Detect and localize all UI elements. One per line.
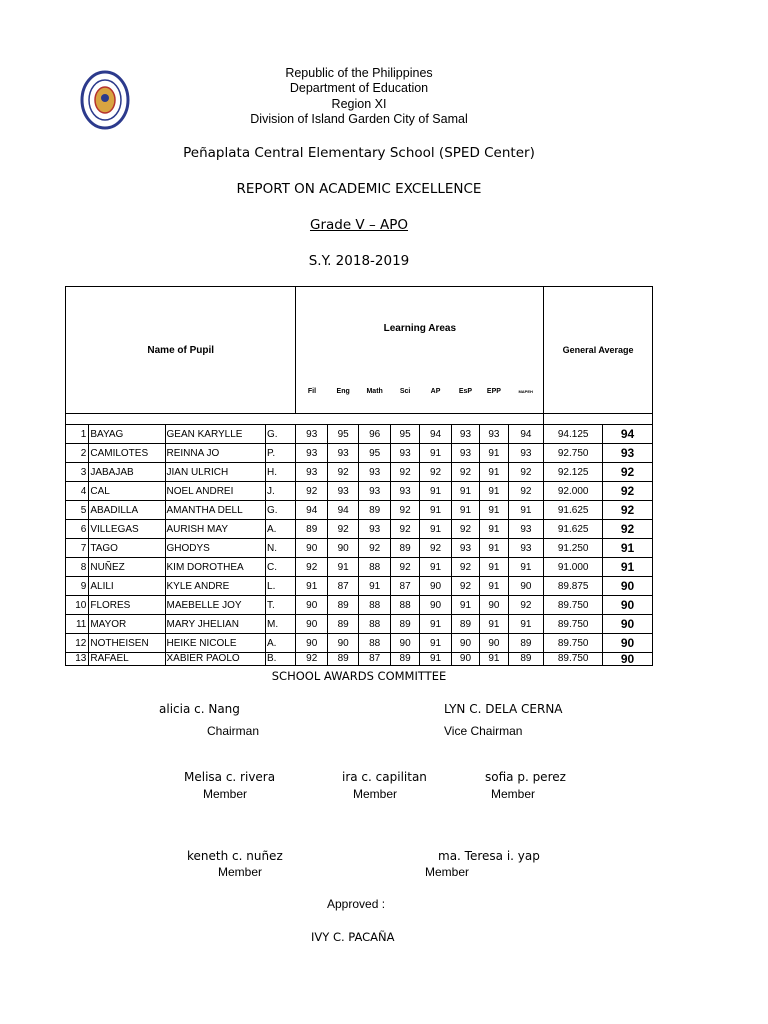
first-name-cell: GHODYS	[165, 539, 266, 558]
score-cell: 92	[390, 463, 419, 482]
score-cell: 92	[390, 558, 419, 577]
score-cell: 87	[327, 577, 358, 596]
score-cell: 90	[451, 634, 479, 653]
score-cell: 90	[451, 653, 479, 666]
school-year: S.Y. 2018-2019	[308, 253, 410, 269]
middle-initial-cell: T.	[266, 596, 296, 615]
approved-label: Approved :	[327, 897, 386, 911]
first-name-cell: HEIKE NICOLE	[165, 634, 266, 653]
general-average-cell: 91.250	[544, 539, 603, 558]
row-number: 10	[66, 596, 89, 615]
score-cell: 92	[508, 482, 544, 501]
score-cell: 90	[296, 539, 327, 558]
final-average-cell: 94	[603, 425, 653, 444]
general-average-cell: 91.625	[544, 520, 603, 539]
last-name-cell: JABAJAB	[89, 463, 165, 482]
score-cell: 93	[296, 444, 327, 463]
score-cell: 91	[420, 444, 451, 463]
table-row	[66, 577, 653, 596]
score-cell: 90	[420, 577, 451, 596]
subject-header: Eng	[327, 369, 358, 414]
score-cell: 89	[508, 653, 544, 666]
final-average-cell: 90	[603, 596, 653, 615]
score-cell: 93	[508, 444, 544, 463]
final-average-cell: 90	[603, 577, 653, 596]
score-cell: 93	[359, 520, 390, 539]
middle-initial-cell: G.	[266, 425, 296, 444]
last-name-cell: BAYAG	[89, 425, 165, 444]
score-cell: 91	[480, 653, 508, 666]
row-number: 8	[66, 558, 89, 577]
row-number: 11	[66, 615, 89, 634]
final-average-cell: 92	[603, 520, 653, 539]
score-cell: 95	[390, 425, 419, 444]
first-name-cell: NOEL ANDREI	[165, 482, 266, 501]
member-role: Member	[203, 787, 248, 801]
final-average-cell: 93	[603, 444, 653, 463]
score-cell: 91	[327, 558, 358, 577]
score-cell: 91	[508, 615, 544, 634]
score-cell: 93	[390, 482, 419, 501]
score-cell: 93	[359, 463, 390, 482]
learning-areas-header: Learning Areas	[296, 287, 544, 370]
middle-initial-cell: N.	[266, 539, 296, 558]
general-average-cell: 89.750	[544, 653, 603, 666]
name-of-pupil-header: Name of Pupil	[66, 287, 296, 414]
score-cell: 90	[420, 596, 451, 615]
header-department: Department of Education	[289, 81, 429, 95]
score-cell: 94	[296, 501, 327, 520]
score-cell: 92	[390, 520, 419, 539]
general-average-cell: 92.125	[544, 463, 603, 482]
score-cell: 89	[390, 653, 419, 666]
score-cell: 88	[359, 558, 390, 577]
score-cell: 91	[296, 577, 327, 596]
member-role: Member	[353, 787, 398, 801]
table-row	[66, 558, 653, 577]
first-name-cell: MARY JHELIAN	[165, 615, 266, 634]
score-cell: 92	[327, 520, 358, 539]
first-name-cell: KYLE ANDRE	[165, 577, 266, 596]
subject-header: AP	[420, 369, 451, 414]
table-row	[66, 634, 653, 653]
score-cell: 91	[359, 577, 390, 596]
first-name-cell: MAEBELLE JOY	[165, 596, 266, 615]
general-average-cell: 89.750	[544, 634, 603, 653]
score-cell: 91	[480, 501, 508, 520]
middle-initial-cell: A.	[266, 520, 296, 539]
row-number: 4	[66, 482, 89, 501]
first-name-cell: AURISH MAY	[165, 520, 266, 539]
score-cell: 90	[508, 577, 544, 596]
approver-name: IVY C. PACAÑA	[311, 930, 395, 944]
final-average-cell: 92	[603, 501, 653, 520]
subject-header: EPP	[480, 369, 508, 414]
general-average-cell: 92.000	[544, 482, 603, 501]
last-name-cell: FLORES	[89, 596, 165, 615]
table-row	[66, 501, 653, 520]
table-row	[66, 653, 653, 666]
score-cell: 95	[327, 425, 358, 444]
general-average-header: General Average	[544, 287, 653, 414]
score-cell: 96	[359, 425, 390, 444]
chairman-name: alicia c. Nang	[159, 702, 240, 716]
final-average-cell: 90	[603, 634, 653, 653]
last-name-cell: NOTHEISEN	[89, 634, 165, 653]
first-name-cell: AMANTHA DELL	[165, 501, 266, 520]
score-cell: 89	[296, 520, 327, 539]
report-title: REPORT ON ACADEMIC EXCELLENCE	[236, 181, 482, 197]
final-average-cell: 91	[603, 539, 653, 558]
grade-section: Grade V – APO	[309, 217, 409, 233]
score-cell: 90	[480, 634, 508, 653]
last-name-cell: ALILI	[89, 577, 165, 596]
score-cell: 94	[327, 501, 358, 520]
score-cell: 91	[420, 634, 451, 653]
general-average-cell: 89.750	[544, 615, 603, 634]
score-cell: 91	[420, 482, 451, 501]
score-cell: 89	[390, 615, 419, 634]
header-republic: Republic of the Philippines	[285, 66, 433, 80]
first-name-cell: GEAN KARYLLE	[165, 425, 266, 444]
middle-initial-cell: L.	[266, 577, 296, 596]
score-cell: 89	[359, 501, 390, 520]
final-average-cell: 91	[603, 558, 653, 577]
subject-header: EsP	[451, 369, 479, 414]
score-cell: 93	[480, 425, 508, 444]
score-cell: 91	[480, 482, 508, 501]
score-cell: 88	[359, 615, 390, 634]
score-cell: 91	[451, 482, 479, 501]
score-cell: 92	[451, 577, 479, 596]
last-name-cell: MAYOR	[89, 615, 165, 634]
score-cell: 90	[296, 634, 327, 653]
score-cell: 92	[296, 482, 327, 501]
general-average-cell: 91.000	[544, 558, 603, 577]
score-cell: 92	[420, 463, 451, 482]
score-cell: 90	[327, 634, 358, 653]
score-cell: 93	[451, 425, 479, 444]
middle-initial-cell: M.	[266, 615, 296, 634]
middle-initial-cell: C.	[266, 558, 296, 577]
middle-initial-cell: B.	[266, 653, 296, 666]
table-row	[66, 520, 653, 539]
table-row	[66, 463, 653, 482]
score-cell: 89	[327, 615, 358, 634]
score-cell: 88	[359, 634, 390, 653]
score-cell: 92	[508, 463, 544, 482]
score-cell: 92	[296, 653, 327, 666]
final-average-cell: 90	[603, 653, 653, 666]
score-cell: 89	[390, 539, 419, 558]
score-cell: 92	[451, 463, 479, 482]
member-role: Member	[491, 787, 536, 801]
vice-chairman-role: Vice Chairman	[444, 724, 523, 738]
general-average-cell: 92.750	[544, 444, 603, 463]
last-name-cell: TAGO	[89, 539, 165, 558]
row-number: 9	[66, 577, 89, 596]
table-header-row	[66, 287, 653, 370]
row-number: 13	[66, 653, 89, 666]
committee-title: SCHOOL AWARDS COMMITTEE	[271, 669, 447, 683]
score-cell: 91	[480, 539, 508, 558]
middle-initial-cell: P.	[266, 444, 296, 463]
score-cell: 93	[296, 425, 327, 444]
score-cell: 91	[420, 520, 451, 539]
header-region: Region XI	[331, 97, 387, 111]
score-cell: 91	[420, 501, 451, 520]
score-cell: 89	[508, 634, 544, 653]
score-cell: 92	[451, 520, 479, 539]
score-cell: 88	[390, 596, 419, 615]
row-number: 2	[66, 444, 89, 463]
score-cell: 92	[420, 539, 451, 558]
general-average-cell: 91.625	[544, 501, 603, 520]
member-name: Melisa c. rivera	[184, 770, 276, 784]
score-cell: 92	[296, 558, 327, 577]
table-row	[66, 615, 653, 634]
score-cell: 93	[451, 539, 479, 558]
middle-initial-cell: A.	[266, 634, 296, 653]
row-number: 6	[66, 520, 89, 539]
last-name-cell: NUÑEZ	[89, 558, 165, 577]
header-spacer-row	[66, 414, 653, 425]
score-cell: 91	[451, 596, 479, 615]
score-cell: 91	[508, 501, 544, 520]
score-cell: 93	[327, 444, 358, 463]
score-cell: 93	[359, 482, 390, 501]
score-cell: 93	[390, 444, 419, 463]
score-cell: 91	[480, 463, 508, 482]
score-cell: 93	[327, 482, 358, 501]
score-cell: 91	[480, 520, 508, 539]
score-cell: 91	[480, 444, 508, 463]
general-average-cell: 94.125	[544, 425, 603, 444]
score-cell: 92	[359, 539, 390, 558]
score-cell: 88	[359, 596, 390, 615]
first-name-cell: XABIER PAOLO	[165, 653, 266, 666]
member-role: Member	[425, 865, 470, 879]
table-row	[66, 482, 653, 501]
table-row	[66, 539, 653, 558]
row-number: 7	[66, 539, 89, 558]
score-cell: 91	[480, 577, 508, 596]
last-name-cell: CAL	[89, 482, 165, 501]
score-cell: 89	[451, 615, 479, 634]
first-name-cell: JIAN ULRICH	[165, 463, 266, 482]
score-cell: 94	[508, 425, 544, 444]
table-row	[66, 596, 653, 615]
score-cell: 95	[359, 444, 390, 463]
member-name: ira c. capilitan	[342, 770, 427, 784]
chairman-role: Chairman	[207, 724, 260, 738]
score-cell: 91	[420, 653, 451, 666]
last-name-cell: ABADILLA	[89, 501, 165, 520]
final-average-cell: 92	[603, 463, 653, 482]
member-name: sofia p. perez	[485, 770, 566, 784]
row-number: 5	[66, 501, 89, 520]
header-division: Division of Island Garden City of Samal	[250, 112, 468, 126]
score-cell: 92	[451, 558, 479, 577]
row-number: 1	[66, 425, 89, 444]
score-cell: 94	[420, 425, 451, 444]
general-average-cell: 89.875	[544, 577, 603, 596]
score-cell: 90	[296, 615, 327, 634]
subject-header: Math	[359, 369, 390, 414]
final-average-cell: 90	[603, 615, 653, 634]
first-name-cell: REINNA JO	[165, 444, 266, 463]
score-cell: 90	[390, 634, 419, 653]
member-name: keneth c. nuñez	[187, 849, 283, 863]
score-cell: 91	[420, 615, 451, 634]
member-name: ma. Teresa i. yap	[438, 849, 540, 863]
last-name-cell: RAFAEL	[89, 653, 165, 666]
member-role: Member	[218, 865, 263, 879]
score-cell: 92	[327, 463, 358, 482]
pupil-rows	[66, 425, 653, 666]
middle-initial-cell: H.	[266, 463, 296, 482]
score-cell: 93	[508, 539, 544, 558]
general-average-cell: 89.750	[544, 596, 603, 615]
score-cell: 87	[390, 577, 419, 596]
score-cell: 89	[327, 596, 358, 615]
score-cell: 90	[327, 539, 358, 558]
score-cell: 91	[420, 558, 451, 577]
score-cell: 89	[327, 653, 358, 666]
vice-chairman-name: LYN C. DELA CERNA	[444, 702, 563, 716]
middle-initial-cell: G.	[266, 501, 296, 520]
first-name-cell: KIM DOROTHEA	[165, 558, 266, 577]
score-cell: 87	[359, 653, 390, 666]
table-row	[66, 444, 653, 463]
subject-header: Fil	[296, 369, 327, 414]
score-cell: 91	[451, 501, 479, 520]
table-row	[66, 425, 653, 444]
score-cell: 90	[480, 596, 508, 615]
score-cell: 91	[480, 558, 508, 577]
row-number: 3	[66, 463, 89, 482]
score-cell: 91	[480, 615, 508, 634]
school-name: Peñaplata Central Elementary School (SPED Center)	[183, 145, 535, 161]
score-cell: 93	[451, 444, 479, 463]
score-cell: 90	[296, 596, 327, 615]
last-name-cell: CAMILOTES	[89, 444, 165, 463]
academic-excellence-table	[65, 286, 653, 666]
row-number: 12	[66, 634, 89, 653]
score-cell: 92	[508, 596, 544, 615]
score-cell: 93	[296, 463, 327, 482]
final-average-cell: 92	[603, 482, 653, 501]
last-name-cell: VILLEGAS	[89, 520, 165, 539]
middle-initial-cell: J.	[266, 482, 296, 501]
score-cell: 92	[390, 501, 419, 520]
subject-header: Sci	[390, 369, 419, 414]
subject-header: MAPEH	[508, 369, 544, 414]
score-cell: 91	[508, 558, 544, 577]
score-cell: 93	[508, 520, 544, 539]
